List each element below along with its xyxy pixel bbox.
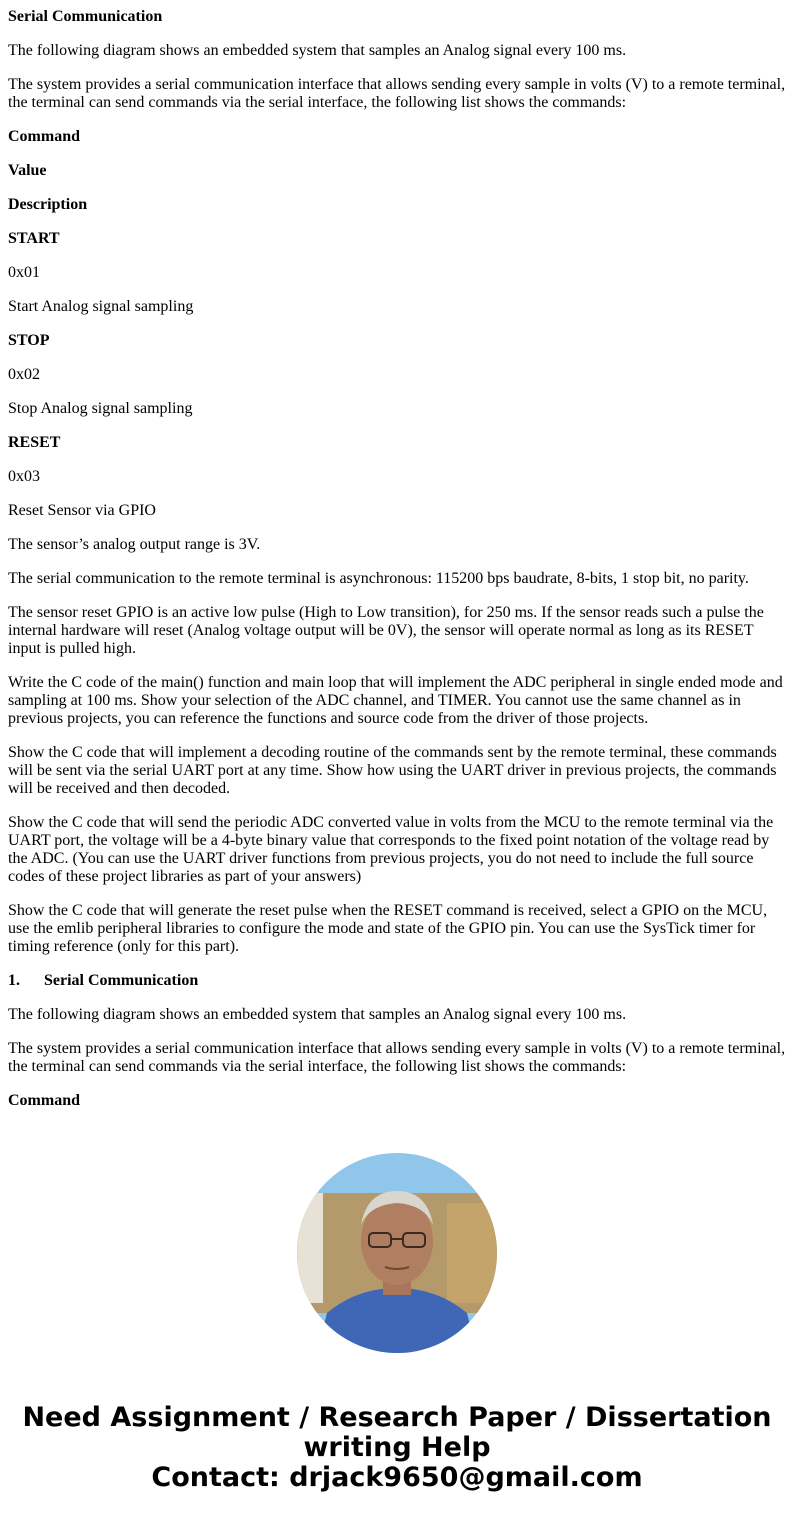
table-header-value: Value xyxy=(8,162,47,179)
command-description: Reset Sensor via GPIO xyxy=(8,502,156,519)
command-value: 0x01 xyxy=(8,264,40,281)
table-header-command: Command xyxy=(8,128,81,145)
detail-paragraph: Show the C code that will implement a decoding routine of the commands sent by the remote terminal, these commands will be sent via the serial UART port at any time. Show how using the UART driver in previous projects, the commands will be received and then decoded. xyxy=(8,744,777,797)
repeat-heading-title: Serial Communication xyxy=(44,972,199,989)
promo-contact: Contact: drjack9650@gmail.com xyxy=(151,1462,643,1493)
author-avatar xyxy=(297,1153,497,1353)
repeat-heading xyxy=(8,972,786,990)
promo-line: writing Help xyxy=(303,1432,491,1463)
detail-paragraph: The sensor’s analog output range is 3V. xyxy=(8,536,261,553)
command-name: RESET xyxy=(8,434,61,451)
command-description: Start Analog signal sampling xyxy=(8,298,194,315)
detail-paragraph: Show the C code that will send the periodic ADC converted value in volts from the MCU to the remote terminal via the UART port, the voltage will be a 4-byte binary value that corresponds to the fixed point notation of the voltage read by the ADC. (You can use the UART driver functions from previous projects, you do not need to include the full source codes of these project libraries as part of your answers) xyxy=(8,814,774,885)
command-name: STOP xyxy=(8,332,50,349)
doc-title: Serial Communication xyxy=(8,8,163,25)
avatar-carved-panel xyxy=(447,1203,497,1303)
detail-paragraph: Show the C code that will generate the reset pulse when the RESET command is received, select a GPIO on the MCU, use the emlib peripheral libraries to configure the mode and state of the GPIO pin. You can use the SysTick timer for timing reference (only for this part). xyxy=(8,902,768,955)
promo-banner xyxy=(0,1403,794,1493)
command-value: 0x02 xyxy=(8,366,40,383)
promo-line: Need Assignment / Research Paper / Dissertation xyxy=(22,1402,772,1433)
repeat-interface-paragraph: The system provides a serial communication interface that allows sending every sample in volts (V) to a remote terminal, the terminal can send commands via the serial interface, the following list shows the commands: xyxy=(8,1040,786,1075)
avatar-switchboard xyxy=(297,1193,323,1303)
detail-paragraph: The sensor reset GPIO is an active low pulse (High to Low transition), for 250 ms. If the sensor reads such a pulse the internal hardware will reset (Analog voltage output will be 0V), the sensor will operate normal as long as its RESET input is pulled high. xyxy=(8,604,764,657)
table-header-description: Description xyxy=(8,196,88,213)
command-value: 0x03 xyxy=(8,468,40,485)
repeat-intro-paragraph: The following diagram shows an embedded system that samples an Analog signal every 100 ms. xyxy=(8,1006,627,1023)
intro-paragraph: The following diagram shows an embedded system that samples an Analog signal every 100 ms. xyxy=(8,42,627,59)
repeat-heading-number: 1. xyxy=(8,972,20,989)
detail-paragraph: The serial communication to the remote terminal is asynchronous: 115200 bps baudrate, 8-bits, 1 stop bit, no parity. xyxy=(8,570,749,587)
interface-paragraph: The system provides a serial communication interface that allows sending every sample in volts (V) to a remote terminal, the terminal can send commands via the serial interface, the following list shows the commands: xyxy=(8,76,786,111)
command-name: START xyxy=(8,230,60,247)
repeat-table-header-command: Command xyxy=(8,1092,81,1109)
command-description: Stop Analog signal sampling xyxy=(8,400,193,417)
author-portrait-image xyxy=(297,1153,497,1353)
detail-paragraph: Write the C code of the main() function and main loop that will implement the ADC peripheral in single ended mode and sampling at 100 ms. Show your selection of the ADC channel, and TIMER. You cannot use the same channel as in previous projects, you can reference the functions and source code from the driver of those projects. xyxy=(8,674,783,727)
